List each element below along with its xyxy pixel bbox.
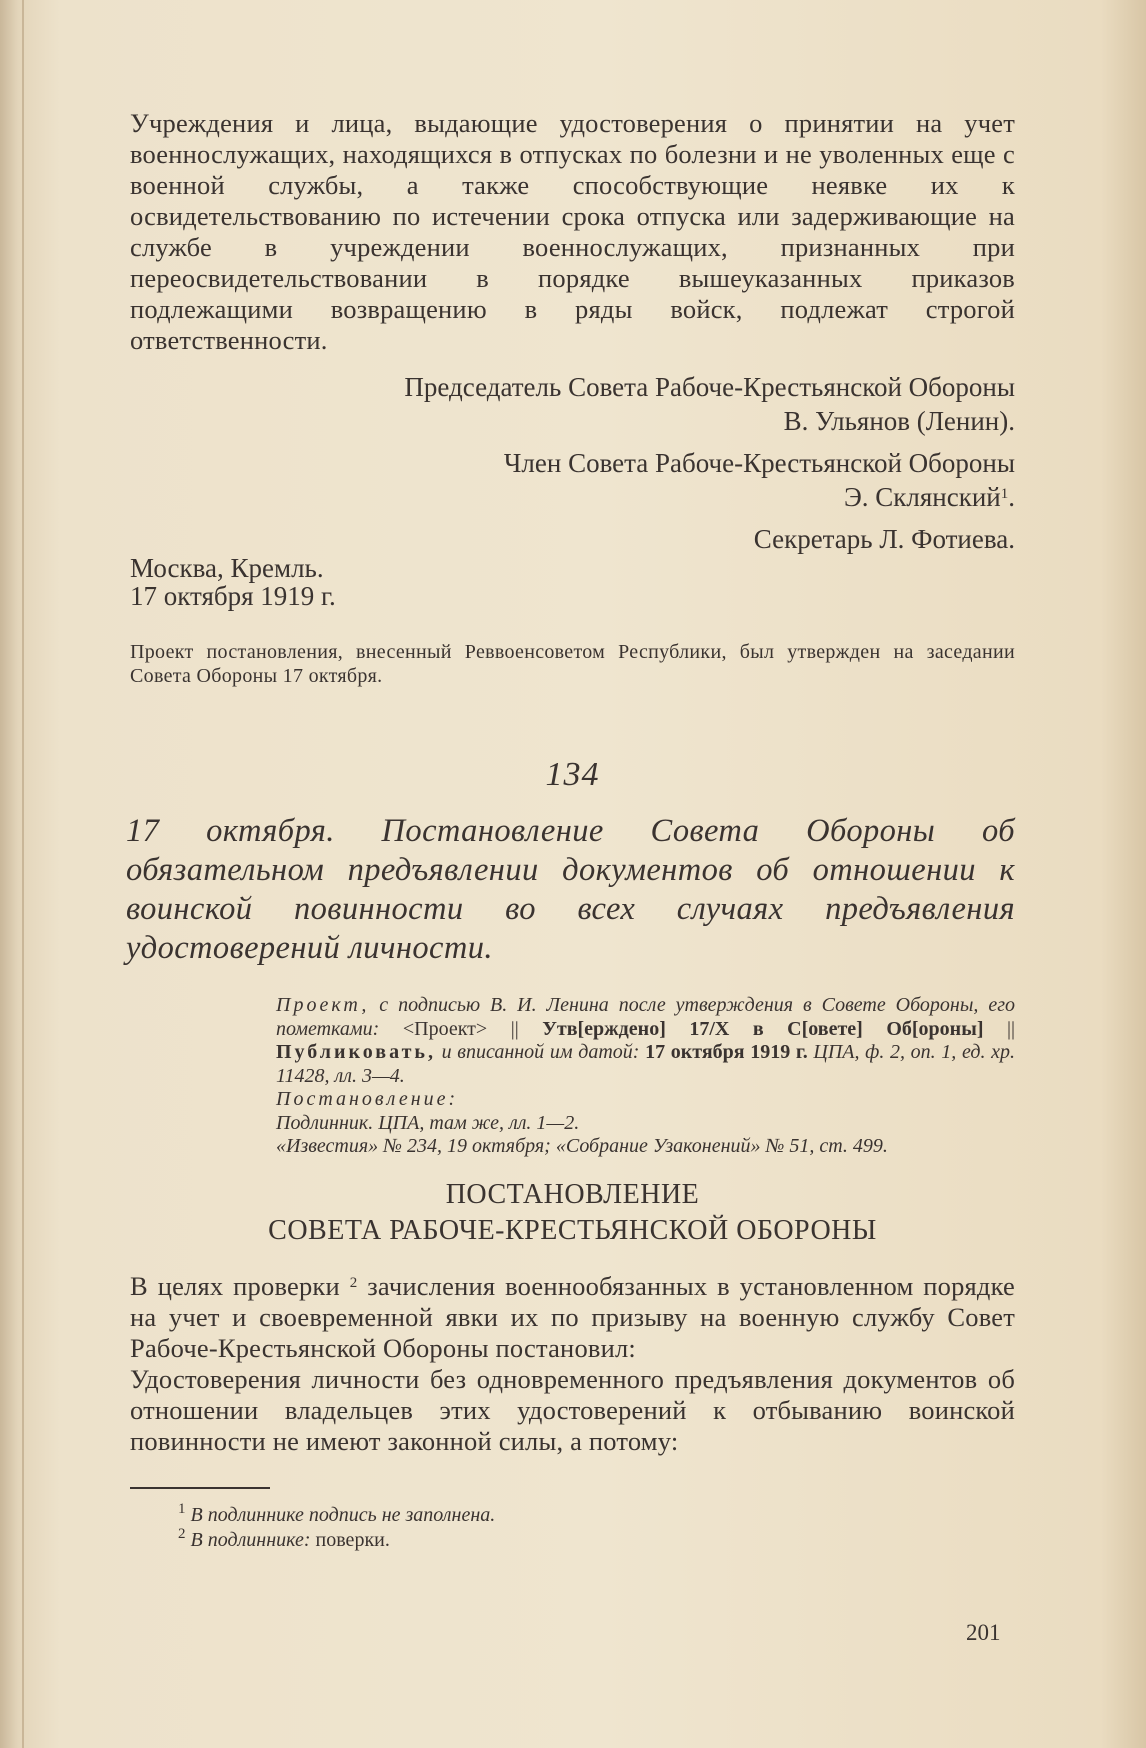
document-number: 134	[545, 756, 600, 793]
date: 17 октября 1919 г.	[130, 581, 336, 611]
secretary: Секретарь Л. Фотиева.	[753, 524, 1015, 554]
source-1: Проект, с подписью В. И. Ленина после утверждения в Совете Обороны, его пометками: <Проект> || Утв[ерждено] 17/X в С[овете] Об[ороны] || Публиковать, и вписанной им датой: 17 октября 1919 г. ЦПА, ф. 2, оп. 1, ед. хр. 11428, лл. 3—4.	[276, 994, 1015, 1087]
decree-paragraph-1: В целях проверки $^2$ зачисления военнообязанных в установленном порядке на учет и своевременной явки их по призыву на военную службу Совет Рабоче-Крестьянской Обороны постановил:	[130, 1270, 1015, 1363]
page-number: 201	[966, 1620, 1001, 1645]
decree-heading-line-2: СОВЕТА РАБОЧЕ-КРЕСТЬЯНСКОЙ ОБОРОНЫ	[268, 1214, 877, 1246]
member-name-end: .	[1008, 482, 1015, 512]
top-paragraph: Учреждения и лица, выдающие удостоверения о принятии на учет военнослужащих, находящихся в отпусках по болезни и не уволенных еще с военной службы, а также способствующие неявке их к освидетельствованию по истечении срока отпуска или задерживающие на службе в учреждении военнослужащих, признанных при переосвидетельствовании в порядке вышеуказанных приказов подлежащими возвращению в ряды войск, подлежат строгой ответственности.	[130, 108, 1015, 355]
footnote-rule	[130, 1487, 270, 1489]
document-title: 17 октября. Постановление Совета Обороны об обязательном предъявлении документов об отношении к воинской повинности во всех случаях предъявления удостоверений личности.	[126, 813, 1015, 966]
decree-heading-line-1: ПОСТАНОВЛЕНИЕ	[445, 1178, 700, 1210]
member-title: Член Совета Рабоче-Крестьянской Обороны	[503, 448, 1015, 478]
decree-heading	[130, 1177, 1015, 1249]
footnote-ref-2: 2	[349, 1274, 358, 1291]
place: Москва, Кремль.	[130, 553, 324, 583]
member-signature	[130, 480, 1015, 514]
chair-title: Председатель Совета Рабоче-Крестьянской Обороны	[404, 372, 1015, 402]
source-2: Постановление:	[276, 1088, 459, 1110]
footnote-ref-1: 1	[1000, 486, 1009, 502]
source-3: Подлинник. ЦПА, там же, лл. 1—2.	[276, 1111, 580, 1134]
decree-paragraph-2: Удостоверения личности без одновременного предъявления документов об отношении владельцев этих удостоверений к отбыванию воинской повинности не имеют законной силы, а потому:	[130, 1363, 1015, 1456]
footnote-2: $^2$ В подлиннике: поверки.	[178, 1525, 390, 1551]
footnotes	[178, 1500, 1015, 1553]
page-content	[126, 108, 1015, 1553]
source-4: «Известия» № 234, 19 октября; «Собрание Узаконений» № 51, ст. 499.	[276, 1135, 888, 1157]
member-name: Э. Склянский	[843, 482, 1001, 512]
signature-block	[130, 370, 1015, 556]
editorial-note: Проект постановления, внесенный Реввоенсоветом Республики, был утвержден на заседании Совета Обороны 17 октября.	[130, 641, 1015, 687]
source-references	[276, 994, 1015, 1159]
chair-name: В. Ульянов (Ленин).	[783, 406, 1015, 436]
footnote-1: $^1$ В подлиннике подпись не заполнена.	[178, 1500, 496, 1526]
decree-body	[130, 1271, 1015, 1457]
page-edge	[22, 0, 24, 1748]
